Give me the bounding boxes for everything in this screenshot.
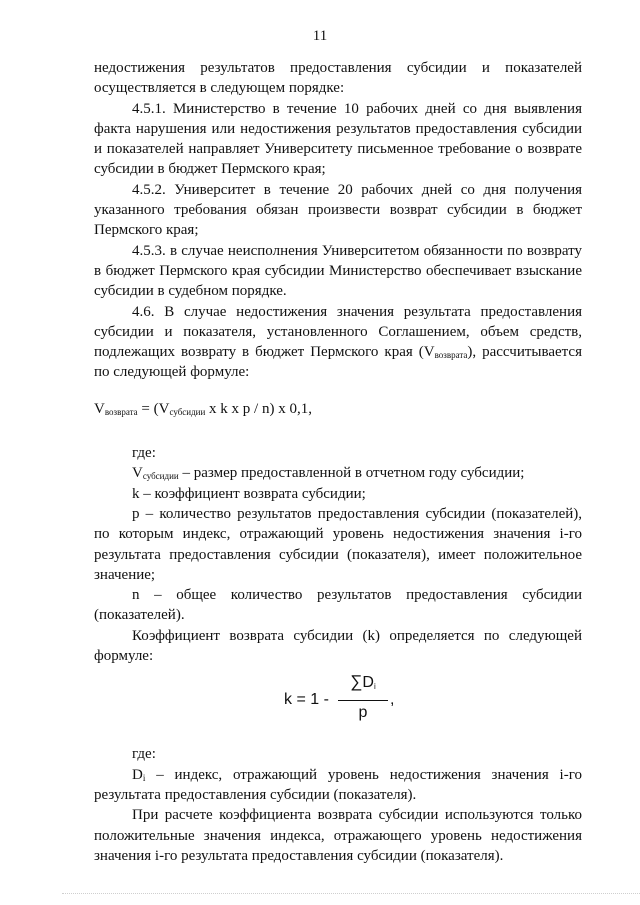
formula-v-subsidy-subscript: субсидии: [169, 406, 206, 417]
formula-v-symbol: V: [94, 400, 105, 417]
definition-di: [94, 765, 582, 806]
definition-p: p – количество результатов предоставления субсидии (показателей), по которым индекс, отражающий уровень недостижения значения i-го результата предоставления субсидии (показателя), имеет положительное значение;: [94, 505, 582, 583]
paragraph-continuation: недостижения результатов предоставления субсидии и показателей осуществляется в следующем порядке:: [94, 60, 582, 97]
paragraph-4-5-3: 4.5.3. в случае неисполнения Университетом обязанности по возврату в бюджет Пермского края субсидии Министерство обеспечивает взыскание субсидии в судебном порядке.: [94, 242, 582, 300]
paragraph-4-6: [94, 302, 582, 383]
where-label-2: где:: [132, 746, 156, 763]
paragraph-4-6-tail: ), рассчитывается по следующей формуле:: [94, 344, 582, 381]
coefficient-formula: [94, 666, 582, 728]
formula-k-lhs: k = 1 -: [284, 691, 329, 709]
v-return-subscript: возврата: [434, 350, 468, 361]
numerator-d: D: [362, 674, 374, 692]
definition-n: n – общее количество результатов предоставления субсидии (показателей).: [94, 587, 582, 624]
numerator-i: i: [373, 682, 376, 692]
def-v-text: – размер предоставленной в отчетном году субсидии;: [178, 465, 525, 482]
def-d-text: – индекс, отражающий уровень недостижения значения i-го результата предоставления субсидии (показателя).: [94, 766, 582, 803]
scan-edge: [62, 893, 640, 895]
paragraph-coefficient: Коэффициент возврата субсидии (k) определяется по следующей формуле:: [94, 627, 582, 665]
document-body: [94, 58, 582, 866]
formula-rest: x k x p / n) x 0,1,: [205, 400, 312, 417]
formula-comma: ,: [390, 691, 395, 709]
formula-fraction: [338, 672, 388, 723]
paragraph-4-5-1: 4.5.1. Министерство в течение 10 рабочих дней со дня выявления факта нарушения или недостижения результатов предоставления субсидии и показателей направляет Университету письменное требование о возврате субсидии в бюджет Пермского края;: [94, 100, 582, 178]
def-v-subscript: субсидии: [142, 471, 179, 482]
def-d-symbol: D: [132, 766, 143, 783]
sigma-symbol: ∑: [350, 672, 363, 692]
def-d-subscript: i: [142, 772, 146, 783]
paragraph-4-6-text: 4.6. В случае недостижения значения результата предоставления субсидии и показателя, установленного Соглашением, объем средств, подлежащих возврату в бюджет Пермского края (V: [94, 303, 582, 361]
paragraph-4-5-2: 4.5.2. Университет в течение 20 рабочих дней со дня получения указанного требования обязан произвести возврат субсидии в бюджет Пермского края;: [94, 181, 582, 239]
def-v-symbol: V: [132, 465, 143, 482]
return-volume-formula: [94, 399, 582, 419]
formula-v-return-subscript: возврата: [104, 406, 138, 417]
formula-mid: = (V: [137, 400, 170, 417]
formula-denominator: p: [358, 703, 368, 721]
definition-k: k – коэффициент возврата субсидии;: [132, 485, 366, 502]
definition-v-subsidy: [94, 463, 582, 483]
formula-numerator: [338, 672, 388, 700]
where-label-1: где:: [132, 445, 156, 462]
paragraph-final: При расчете коэффициента возврата субсидии используются только положительные значения индекса, отражающего уровень недостижения значения i-го результата предоставления субсидии (показателя).: [94, 807, 582, 864]
page-number: 11: [312, 28, 328, 44]
